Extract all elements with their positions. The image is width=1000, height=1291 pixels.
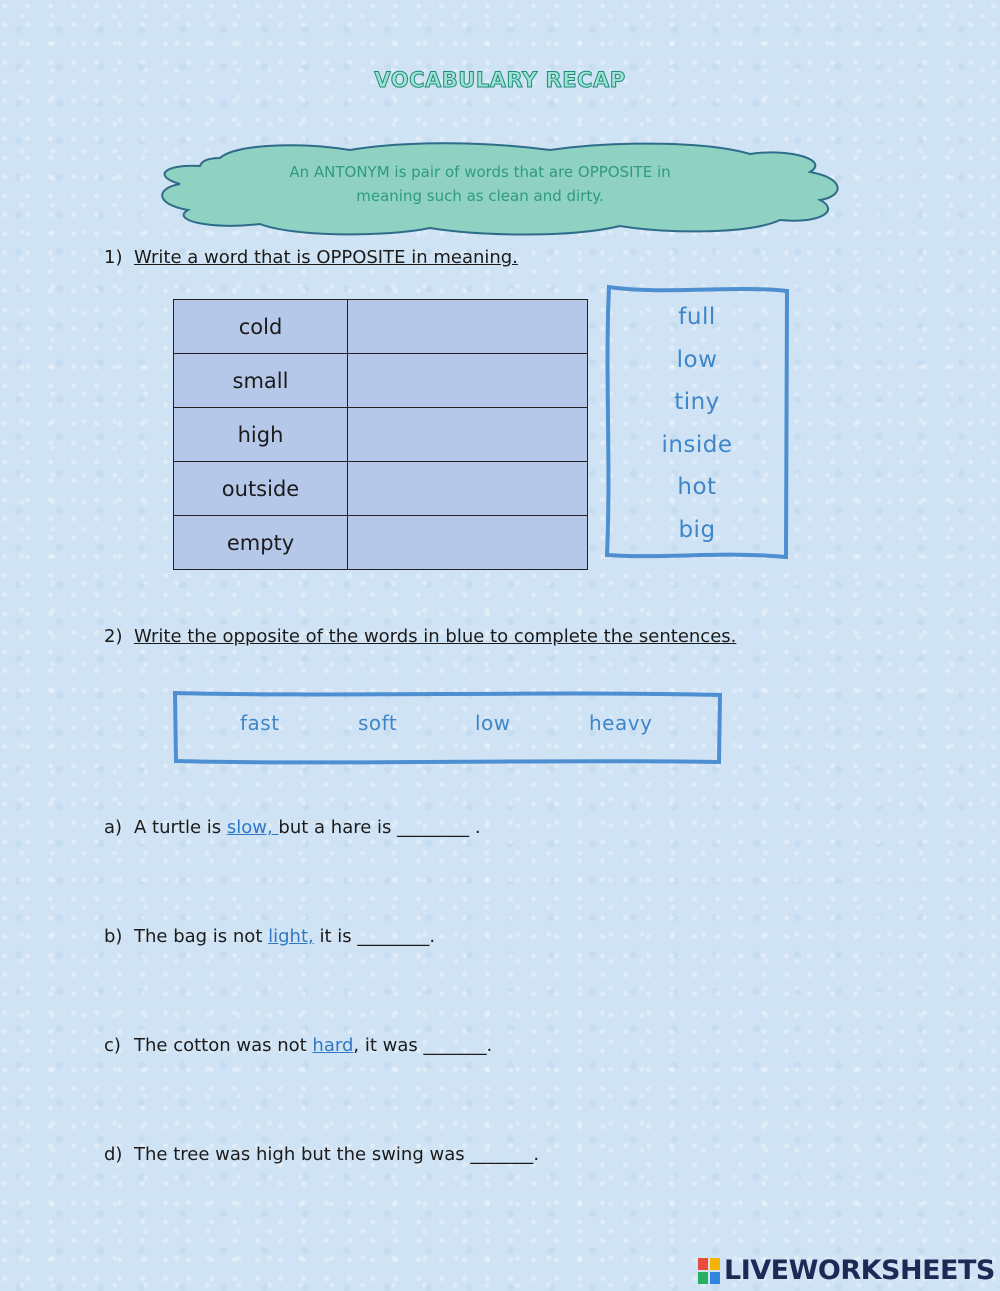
table-word-cell: cold [174, 300, 348, 354]
table-word-cell: small [174, 354, 348, 408]
word-bank-item: heavy [589, 711, 653, 735]
answer-cell[interactable] [348, 462, 588, 516]
word-bank-item: inside [661, 431, 733, 458]
table-row [174, 300, 588, 354]
answer-cell[interactable] [348, 516, 588, 570]
antonym-table [173, 299, 588, 570]
question-1-instruction: Write a word that is OPPOSITE in meaning. [134, 247, 518, 268]
word-bank-1 [603, 283, 791, 561]
liveworksheets-logo-icon [698, 1258, 720, 1284]
table-row [174, 462, 588, 516]
blue-word: light, [268, 926, 314, 947]
sentence-text: , it was _______. [353, 1035, 493, 1056]
sentence-c [104, 1035, 492, 1056]
answer-cell[interactable] [348, 354, 588, 408]
sentence-text: it is ________. [313, 926, 436, 947]
antonym-definition [210, 160, 750, 208]
word-bank-item: soft [358, 711, 398, 735]
page-title: VOCABULARY RECAP [374, 68, 626, 92]
question-2 [104, 626, 736, 647]
question-2-instruction: Write the opposite of the words in blue to complete the sentences. [134, 626, 737, 647]
word-bank-item: big [678, 516, 716, 543]
word-bank-item: tiny [674, 389, 720, 415]
sentence-a [104, 817, 481, 838]
word-bank-item: full [678, 304, 716, 330]
table-row [174, 516, 588, 570]
word-bank-2 [171, 689, 724, 767]
question-1 [104, 247, 518, 268]
sentence-text: The cotton was not [134, 1035, 313, 1056]
sentence-label: c) [104, 1035, 121, 1056]
question-2-number: 2) [104, 626, 123, 647]
answer-cell[interactable] [348, 408, 588, 462]
table-row [174, 354, 588, 408]
sentence-text: but a hare is ________ . [278, 817, 481, 838]
sentence-b [104, 926, 435, 947]
table-row [174, 408, 588, 462]
blue-word: slow, [226, 817, 279, 838]
table-word-cell: empty [174, 516, 348, 570]
sentence-label: d) [104, 1144, 123, 1165]
word-bank-item: low [475, 711, 511, 735]
word-bank-item: hot [677, 474, 717, 500]
question-1-number: 1) [104, 247, 123, 268]
sentence-label: a) [104, 817, 123, 838]
definition-line-2: meaning such as clean and dirty. [356, 187, 604, 205]
table-word-cell: outside [174, 462, 348, 516]
sentence-text: The bag is not [134, 926, 269, 947]
definition-line-1: An ANTONYM is pair of words that are OPPOSITE in [289, 163, 671, 181]
table-word-cell: high [174, 408, 348, 462]
word-bank-1-list [603, 296, 791, 551]
blue-word: hard [312, 1035, 354, 1056]
word-bank-item: low [676, 346, 718, 373]
sentence-label: b) [104, 926, 123, 947]
sentence-text: A turtle is [134, 817, 227, 838]
liveworksheets-brand[interactable]: LIVEWORKSHEETS [724, 1255, 995, 1286]
sentence-d [104, 1144, 539, 1165]
sentence-text: The tree was high but the swing was _______. [134, 1144, 540, 1165]
word-bank-item: fast [240, 711, 280, 735]
answer-cell[interactable] [348, 300, 588, 354]
